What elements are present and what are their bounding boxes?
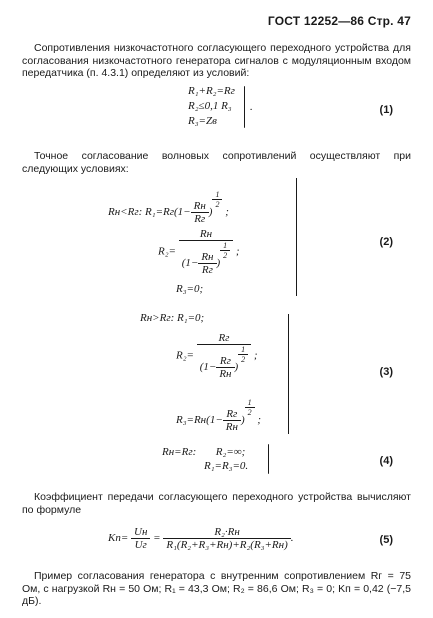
equation-3-r2-den-close: ) — [234, 361, 239, 373]
equation-5 — [108, 526, 294, 551]
equation-5-fraction-2-den: R₁(R₂+R₃+Rн)+R₂(R₃+Rн) — [166, 539, 288, 551]
equation-3-r3-close: ) — [240, 414, 245, 426]
page-header: ГОСТ 12252—86 Стр. 47 — [267, 14, 411, 28]
equation-3-brace — [288, 314, 289, 434]
equation-1-number: (1) — [379, 104, 393, 116]
paragraph-exact-match — [22, 150, 411, 175]
equation-2-r2-denominator — [179, 241, 233, 276]
equation-5-fraction-1-num: Uн — [131, 526, 150, 539]
equation-2-row-2: R₂= Rн (1− $\frac{Rн}{Rг}$ ) $\frac{1}{2}$ ; — [158, 228, 240, 276]
equation-2-r1-close: ) — [208, 206, 213, 218]
equation-2-r1-lhs: R₁=Rг — [145, 206, 175, 218]
equation-1-tail: . — [250, 101, 253, 113]
equation-3-number: (3) — [379, 366, 393, 378]
equation-3-r2-numerator: Rг — [197, 332, 251, 345]
equation-4-line-1: R₂=∞; — [215, 446, 246, 458]
equation-5-equals: = — [153, 532, 161, 545]
equation-2-condition: Rн<Rг: — [108, 206, 143, 218]
equation-3-r3-denominator: Rн — [225, 420, 238, 433]
equation-1-brace — [244, 86, 245, 128]
equation-2-r1-exponent — [212, 190, 222, 209]
paragraph-transfer-coefficient-text: Коэффициент передачи согласующего переходного устройства вычисляют по формуле — [22, 491, 411, 516]
equation-2-r2-den-close: ) — [216, 257, 221, 269]
equation-2-r2-exponent — [220, 241, 230, 260]
equation-3-r2-den-num: Rг — [216, 355, 234, 368]
equation-5-fraction-2-num: R₂·Rн — [163, 526, 290, 539]
equation-2-r2-exponent-den: 2 — [223, 251, 228, 260]
equation-1 — [188, 84, 235, 129]
equation-3-r3-open: (1− — [206, 414, 223, 426]
equation-3-r3-exponent-num: 1 — [245, 398, 255, 408]
equation-2-r2-lhs: R₂= — [158, 245, 176, 258]
equation-2-row-1: Rн<Rг: R₁=Rг(1− $\frac{Rн}{Rг}$ ) $\frac{1}{2}$ ; — [108, 190, 229, 225]
equation-5-tail: . — [290, 532, 294, 545]
equation-2-r2-den-num: Rн — [198, 251, 216, 264]
equation-2-r1-fraction — [191, 200, 209, 225]
paragraph-transfer-coefficient — [22, 491, 411, 516]
equation-3-r3-lhs: R₃=Rн — [176, 414, 207, 426]
equation-3-r3-fraction — [223, 408, 241, 433]
equation-2-number: (2) — [379, 236, 393, 248]
equation-5-fraction-1 — [131, 526, 150, 551]
equation-1-line-3: R₃=Zв — [188, 115, 217, 127]
equation-2-r1-exponent-num: 1 — [212, 190, 222, 200]
equation-3-r2-denominator — [197, 345, 251, 380]
equation-4-brace — [268, 444, 269, 474]
paragraph-exact-match-text: Точное согласование волновых сопротивлений осуществляют при следующих условиях: — [22, 150, 411, 175]
equation-2-r2-den-den: Rг — [201, 263, 213, 276]
equation-2-r1-numerator: Rн — [191, 200, 209, 213]
equation-2-r1-open: (1− — [174, 206, 191, 218]
equation-2-r3: R₃=0; — [176, 283, 204, 295]
equation-5-fraction-2 — [163, 526, 290, 551]
equation-2-brace — [296, 178, 297, 296]
equation-3-r1: R₁=0; — [177, 312, 205, 324]
paragraph-example-text: Пример согласования генератора с внутренним сопротивлением Rг = 75 Ом, с нагрузкой Rн = 50 Ом; R₁ = 43,3 Ом; R₂ = 86,6 Ом; R₃ = 0; Kп = 0,42 (−7,5 дБ). — [22, 570, 411, 607]
equation-2-r2-fraction — [179, 228, 233, 276]
equation-4-number: (4) — [379, 455, 393, 467]
equation-3-r2-fraction — [197, 332, 251, 380]
equation-3-r2-den-fraction — [216, 355, 234, 380]
equation-3-r2-lhs: R₂= — [176, 349, 194, 362]
equation-3-r3-exponent-den: 2 — [247, 408, 252, 417]
paragraph-example — [22, 570, 411, 608]
equation-3-r2-exponent — [238, 345, 248, 364]
equation-3-condition: Rн>Rг: — [140, 312, 175, 324]
equation-2-r1-denominator: Rг — [194, 212, 206, 225]
equation-1-line-2: R₂≤0,1 R₃ — [188, 100, 232, 112]
equation-5-fraction-1-den: Uг — [134, 539, 147, 551]
equation-2-r1-exponent-den: 2 — [215, 200, 220, 209]
equation-3-r2-den-open: (1− — [199, 361, 217, 373]
equation-4-row-1 — [162, 446, 245, 458]
equation-3-row-1 — [140, 312, 204, 324]
equation-1-line-1: R₁+R₂=Rг — [188, 85, 235, 97]
equation-2-r2-numerator: Rн — [179, 228, 233, 241]
equation-2-r2-den-open: (1− — [181, 257, 199, 269]
equation-4-condition: Rн=Rг: — [162, 446, 197, 458]
equation-2-r2-den-fraction — [198, 251, 216, 276]
equation-3-row-2: R₂= Rг (1− $\frac{Rг}{Rн}$ ) $\frac{1}{2}$ ; — [176, 332, 258, 380]
equation-4-line-2: R₁=R₃=0. — [204, 460, 249, 472]
equation-3-r3-numerator: Rг — [223, 408, 241, 421]
equation-3-r2-exponent-num: 1 — [238, 345, 248, 355]
equation-2-r2-exponent-num: 1 — [220, 241, 230, 251]
paragraph-conditions-intro-text: Сопротивления низкочастотного согласующего переходного устройства для согласования низкочастотного генератора сигналов с модуляционным входом передатчика (п. 4.3.1) определяют из условий: — [22, 42, 411, 79]
paragraph-conditions-intro — [22, 42, 411, 80]
equation-3-r2-den-den: Rн — [219, 367, 232, 380]
equation-5-lhs: Kп= — [108, 532, 129, 545]
equation-3-r3-exponent — [245, 398, 255, 417]
equation-3-r2-exponent-den: 2 — [241, 355, 246, 364]
equation-5-number: (5) — [379, 534, 393, 546]
equation-3-row-3: R₃=Rн(1− $\frac{Rг}{Rн}$ ) $\frac{1}{2}$ ; — [176, 398, 262, 433]
